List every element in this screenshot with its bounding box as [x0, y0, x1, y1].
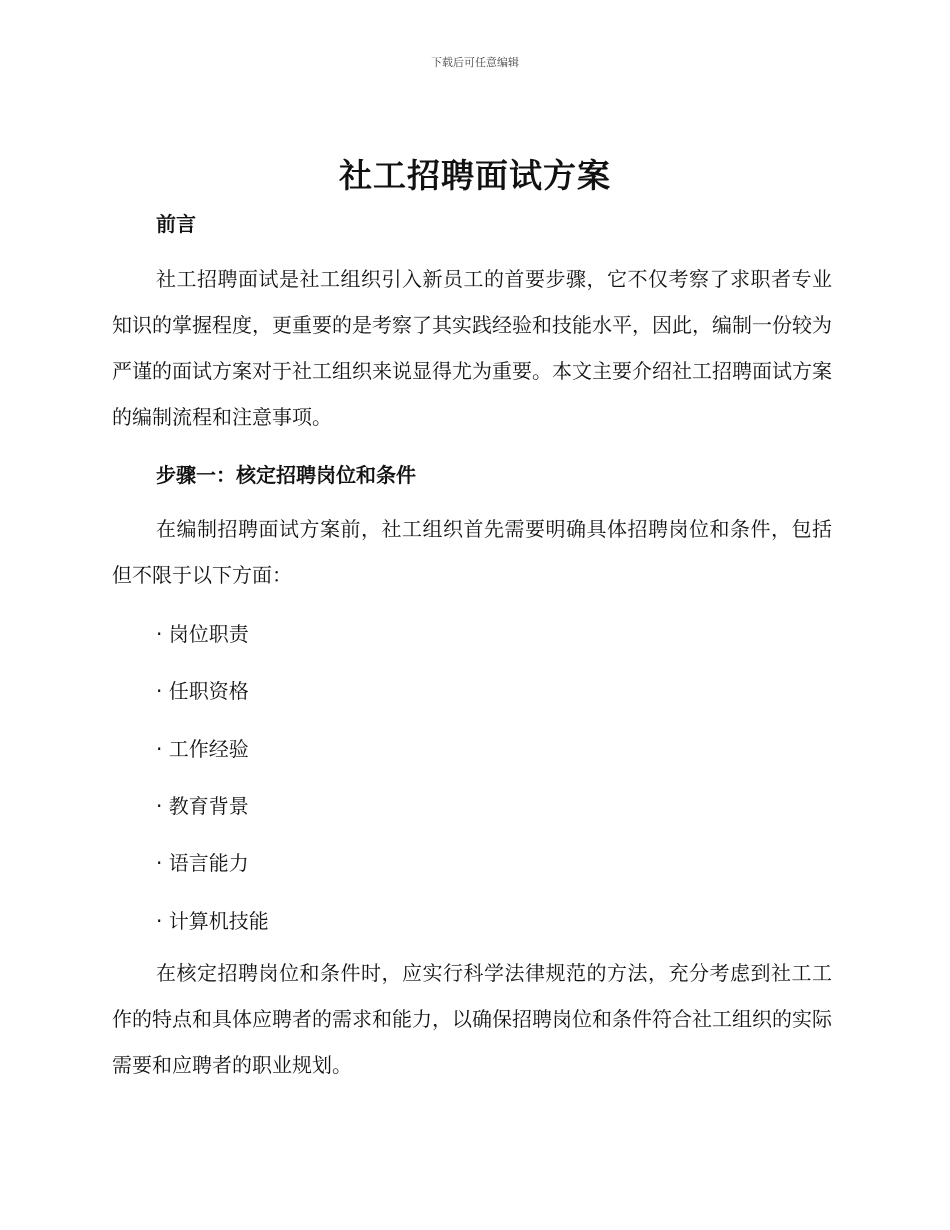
step1-intro-paragraph: 在编制招聘面试方案前，社工组织首先需要明确具体招聘岗位和条件，包括但不限于以下方面： — [112, 517, 832, 587]
bullet-item: · 语言能力 — [156, 851, 249, 875]
step1-heading: 步骤一：核定招聘岗位和条件 — [156, 463, 416, 487]
bullet-item: · 岗位职责 — [156, 622, 249, 646]
bullet-item: · 工作经验 — [156, 737, 249, 761]
preface-paragraph: 社工招聘面试是社工组织引入新员工的首要步骤，它不仅考察了求职者专业知识的掌握程度，更重要的是考察了其实践经验和技能水平，因此，编制一份较为严谨的面试方案对于社工组织来说显得尤为重要。本文主要介绍社工招聘面试方案的编制流程和注意事项。 — [112, 267, 832, 429]
bullet-item: · 任职资格 — [156, 679, 249, 703]
bullet-item: · 计算机技能 — [156, 909, 269, 933]
step1-closing-paragraph: 在核定招聘岗位和条件时，应实行科学法律规范的方法，充分考虑到社工工作的特点和具体应聘者的需求和能力，以确保招聘岗位和条件符合社工组织的实际需要和应聘者的职业规划。 — [112, 961, 832, 1077]
header-note: 下载后可任意编辑 — [431, 56, 519, 69]
document-title: 社工招聘面试方案 — [339, 156, 611, 195]
preface-heading: 前言 — [156, 212, 196, 236]
bullet-item: · 教育背景 — [156, 794, 249, 818]
